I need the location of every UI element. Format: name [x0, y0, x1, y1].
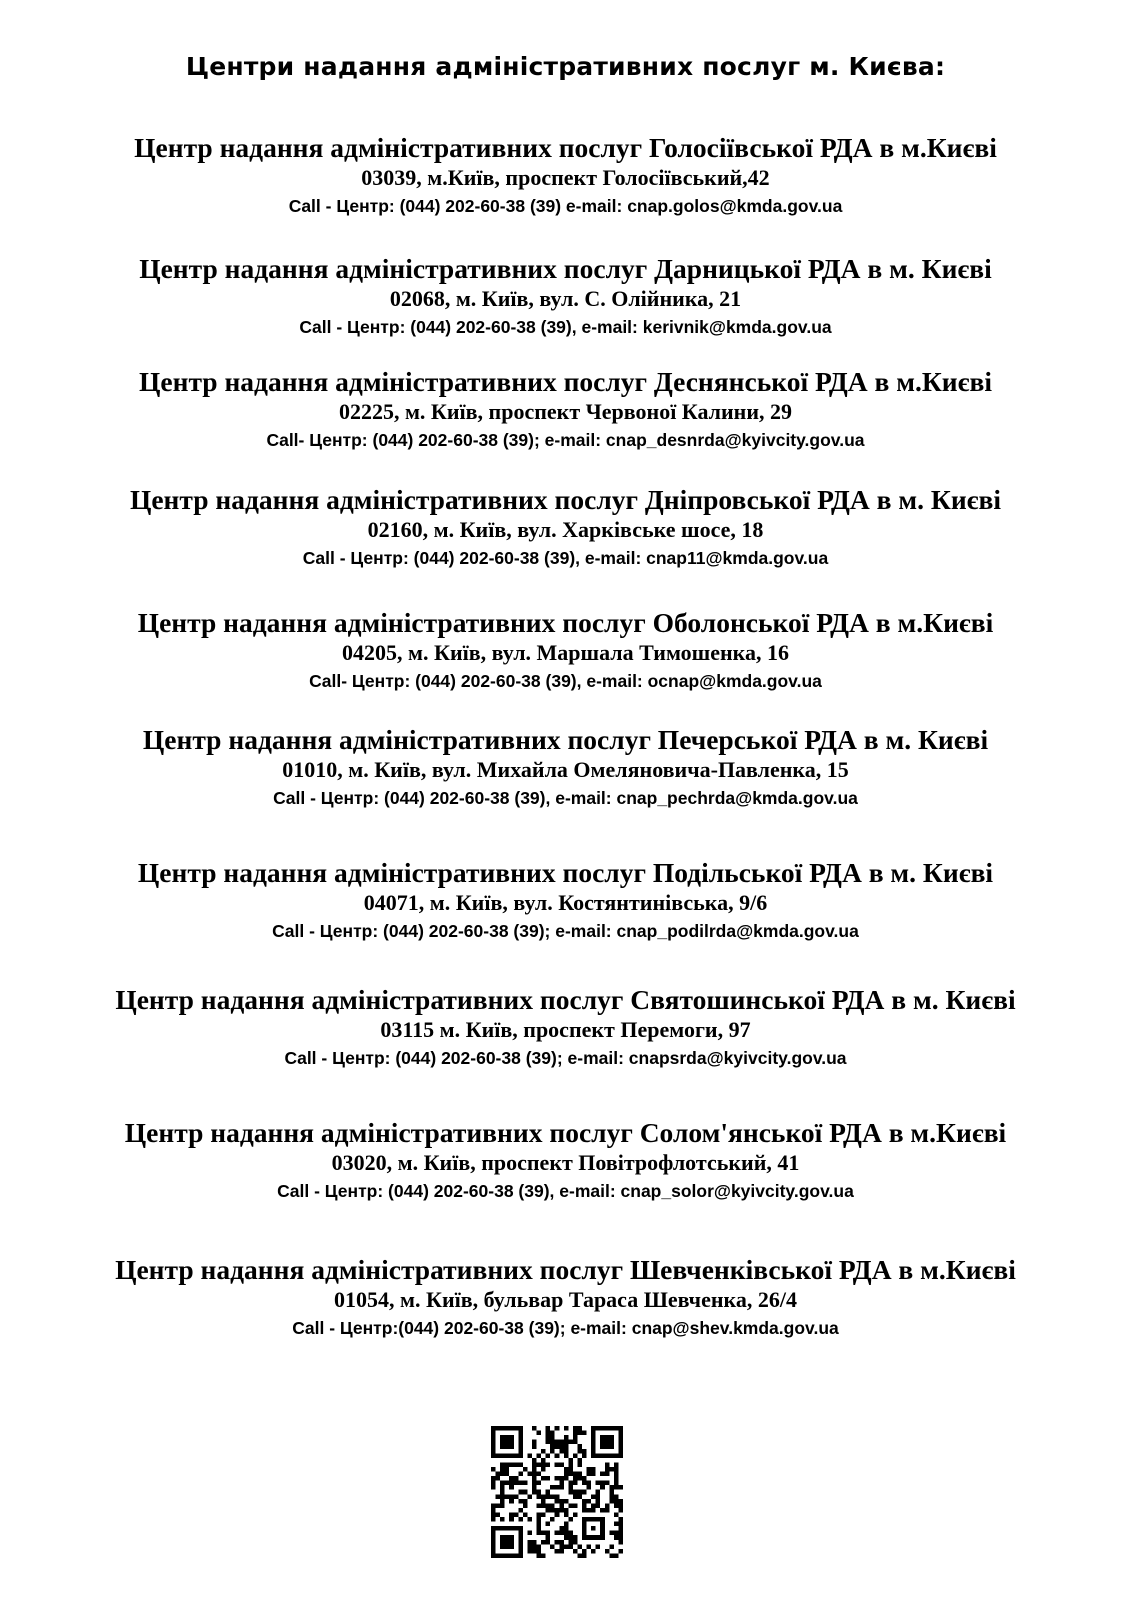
center-entry-holosiivskyi	[0, 132, 1131, 220]
center-address: 03115 м. Київ, проспект Перемоги, 97	[380, 1017, 751, 1042]
center-entry-pecherskyi	[0, 724, 1131, 812]
center-name: Центр надання адміністративних послуг Святошинської РДА в м. Києві	[115, 984, 1016, 1015]
center-entry-sviatoshynskyi	[0, 984, 1131, 1072]
center-contacts: Call - Центр: (044) 202-60-38 (39), e-mail: kerivnik@kmda.gov.ua	[299, 317, 832, 337]
center-entry-dniprovskyi	[0, 484, 1131, 572]
center-entry-desnianskyi	[0, 366, 1131, 454]
qr-code-icon	[491, 1426, 623, 1558]
center-address: 03020, м. Київ, проспект Повітрофлотський, 41	[331, 1150, 800, 1175]
page-title: Центри надання адміністративних послуг м. Києва:	[185, 52, 946, 81]
center-contacts: Call - Центр:(044) 202-60-38 (39); e-mail: cnap@shev.kmda.gov.ua	[292, 1318, 839, 1338]
center-address: 01054, м. Київ, бульвар Тараса Шевченка, 26/4	[334, 1287, 797, 1312]
center-address: 01010, м. Київ, вул. Михайла Омеляновича-Павленка, 15	[282, 757, 849, 782]
center-address: 02160, м. Київ, вул. Харківське шосе, 18	[367, 517, 764, 542]
center-contacts: Call - Центр: (044) 202-60-38 (39), e-mail: cnap11@kmda.gov.ua	[302, 548, 829, 568]
center-name: Центр надання адміністративних послуг Голосіївської РДА в м.Києві	[134, 132, 997, 163]
center-contacts: Call - Центр: (044) 202-60-38 (39), e-mail: cnap_solor@kyivcity.gov.ua	[277, 1181, 854, 1201]
center-contacts: Call - Центр: (044) 202-60-38 (39); e-mail: cnapsrda@kyivcity.gov.ua	[284, 1048, 847, 1068]
center-entry-obolonskyi	[0, 607, 1131, 695]
center-name: Центр надання адміністративних послуг Подільської РДА в м. Києві	[137, 857, 994, 888]
center-name: Центр надання адміністративних послуг Печерської РДА в м. Києві	[142, 724, 989, 755]
center-name: Центр надання адміністративних послуг Деснянської РДА в м.Києві	[139, 366, 992, 397]
center-entry-podilskyi	[0, 857, 1131, 945]
center-contacts: Call- Центр: (044) 202-60-38 (39), e-mail: ocnap@kmda.gov.ua	[309, 671, 822, 691]
center-entry-shevchenkivskyi	[0, 1254, 1131, 1342]
center-address: 03039, м.Київ, проспект Голосіївський,42	[361, 165, 770, 190]
center-name: Центр надання адміністративних послуг Дарницької РДА в м. Києві	[139, 253, 992, 284]
center-name: Центр надання адміністративних послуг Оболонської РДА в м.Києві	[137, 607, 994, 638]
center-contacts: Call - Центр: (044) 202-60-38 (39); e-mail: cnap_podilrda@kmda.gov.ua	[272, 921, 859, 941]
center-entry-darnytskyi	[0, 253, 1131, 341]
center-address: 02225, м. Київ, проспект Червоної Калини, 29	[338, 399, 793, 424]
center-name: Центр надання адміністративних послуг Солом'янської РДА в м.Києві	[124, 1117, 1007, 1148]
center-entry-solomianskyi	[0, 1117, 1131, 1205]
center-address: 02068, м. Київ, вул. С. Олійника, 21	[389, 286, 742, 311]
center-name: Центр надання адміністративних послуг Шевченківської РДА в м.Києві	[115, 1254, 1016, 1285]
center-contacts: Call - Центр: (044) 202-60-38 (39), e-mail: cnap_pechrda@kmda.gov.ua	[273, 788, 858, 808]
center-contacts: Call- Центр: (044) 202-60-38 (39); e-mail: cnap_desnrda@kyivcity.gov.ua	[266, 430, 865, 450]
center-name: Центр надання адміністративних послуг Дніпровської РДА в м. Києві	[129, 484, 1002, 515]
center-contacts: Call - Центр: (044) 202-60-38 (39) e-mail: cnap.golos@kmda.gov.ua	[288, 196, 843, 216]
center-address: 04205, м. Київ, вул. Маршала Тимошенка, 16	[342, 640, 789, 665]
center-address: 04071, м. Київ, вул. Костянтинівська, 9/6	[363, 890, 768, 915]
